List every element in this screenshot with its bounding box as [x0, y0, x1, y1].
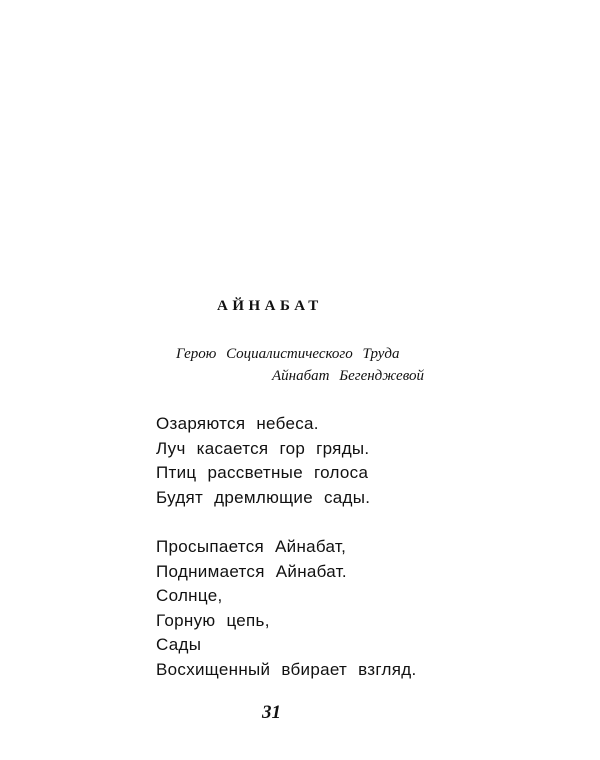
verse-line: Солнце, [156, 586, 223, 605]
dedication-line-2: Айнабат Бегенджевой [272, 368, 425, 384]
verse-line: Луч касается гор гряды. [156, 438, 370, 458]
verse-line: Горную цепь, [156, 610, 270, 630]
verse-line: Сады [156, 635, 202, 654]
verse-line: Просыпается Айнабат, [156, 537, 347, 556]
stanza-2 [156, 535, 416, 682]
dedication-line-1: Герою Социалистического Труда [176, 346, 400, 362]
verse-line: Будят дремлющие сады. [156, 487, 371, 507]
verse-line: Озаряются небеса. [156, 414, 319, 433]
verse-line: Птиц рассветные голоса [156, 463, 369, 482]
stanza-1 [156, 412, 370, 510]
page-number: 31 [262, 702, 281, 723]
verse-line: Восхищенный вбирает взгляд. [156, 659, 417, 679]
verse-line: Поднимается Айнабат. [156, 561, 347, 581]
poem-title: АЙНАБАТ [217, 298, 323, 314]
